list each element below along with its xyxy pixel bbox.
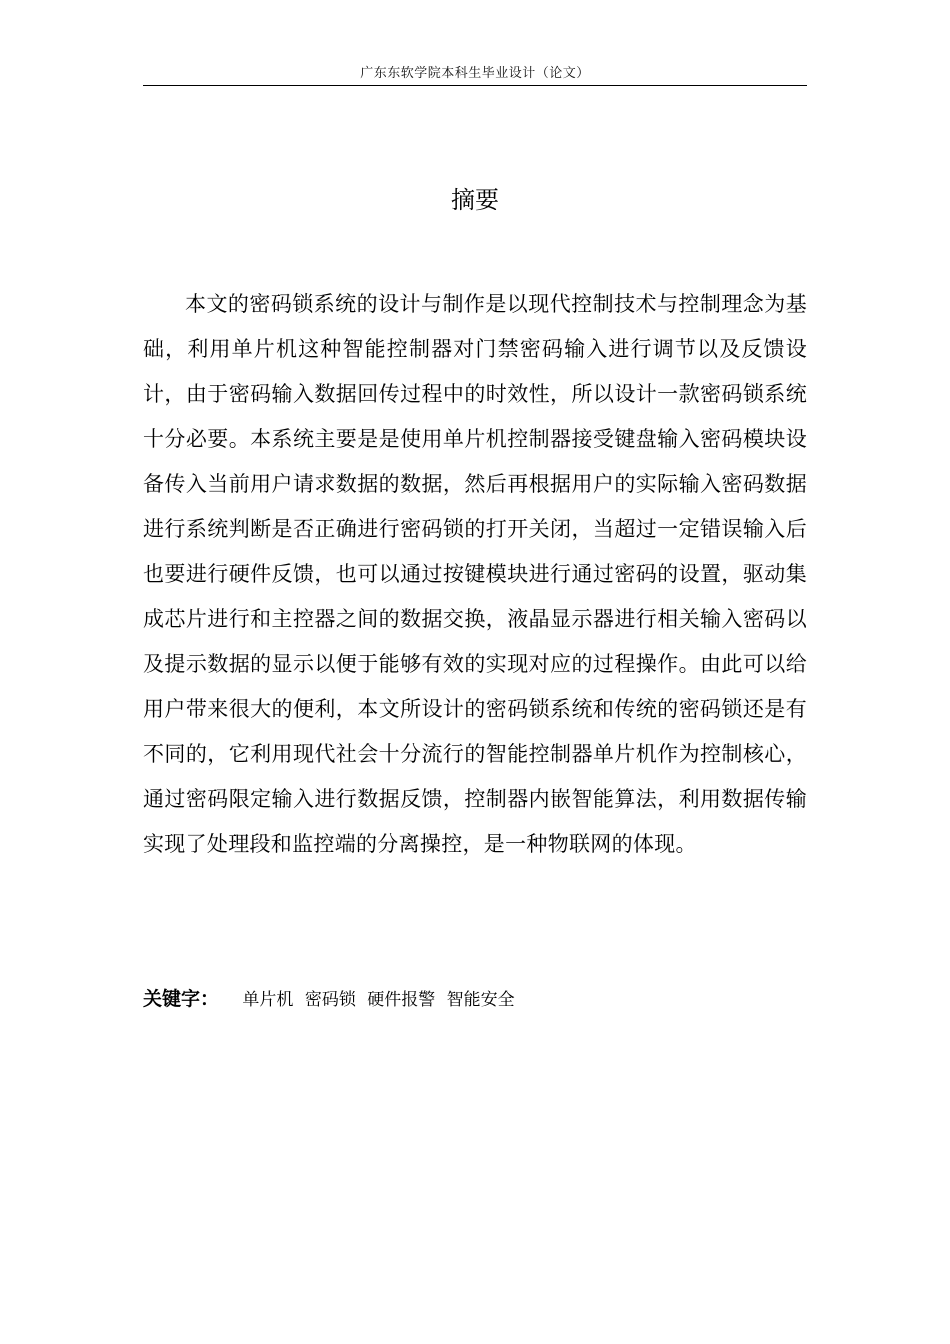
keyword: 密码锁 bbox=[304, 990, 356, 1010]
keywords-line bbox=[143, 985, 807, 1014]
keyword: 硬件报警 bbox=[367, 990, 436, 1010]
keyword: 智能安全 bbox=[446, 990, 515, 1010]
abstract-body: 本文的密码锁系统的设计与制作是以现代控制技术与控制理念为基础，利用单片机这种智能控制器对门禁密码输入进行调节以及反馈设计，由于密码输入数据回传过程中的时效性，所以设计一款密码锁系统十分必要。本系统主要是是使用单片机控制器接受键盘输入密码模块设备传入当前用户请求数据的数据，然后再根据用户的实际输入密码数据进行系统判断是否正确进行密码锁的打开关闭，当超过一定错误输入后也要进行硬件反馈，也可以通过按键模块进行通过密码的设置，驱动集成芯片进行和主控器之间的数据交换，液晶显示器进行相关输入密码以及提示数据的显示以便于能够有效的实现对应的过程操作。由此可以给用户带来很大的便利，本文所设计的密码锁系统和传统的密码锁还是有不同的，它利用现代社会十分流行的智能控制器单片机作为控制核心，通过密码限定输入进行数据反馈，控制器内嵌智能算法，利用数据传输实现了处理段和监控端的分离操控，是一种物联网的体现。 bbox=[143, 292, 807, 856]
running-header: 广东东软学院本科生毕业设计（论文） bbox=[360, 66, 590, 81]
keywords-label: 关键字： bbox=[143, 988, 220, 1010]
abstract-title: 摘要 bbox=[451, 186, 499, 214]
keyword: 单片机 bbox=[242, 990, 294, 1010]
header-divider bbox=[143, 85, 807, 86]
